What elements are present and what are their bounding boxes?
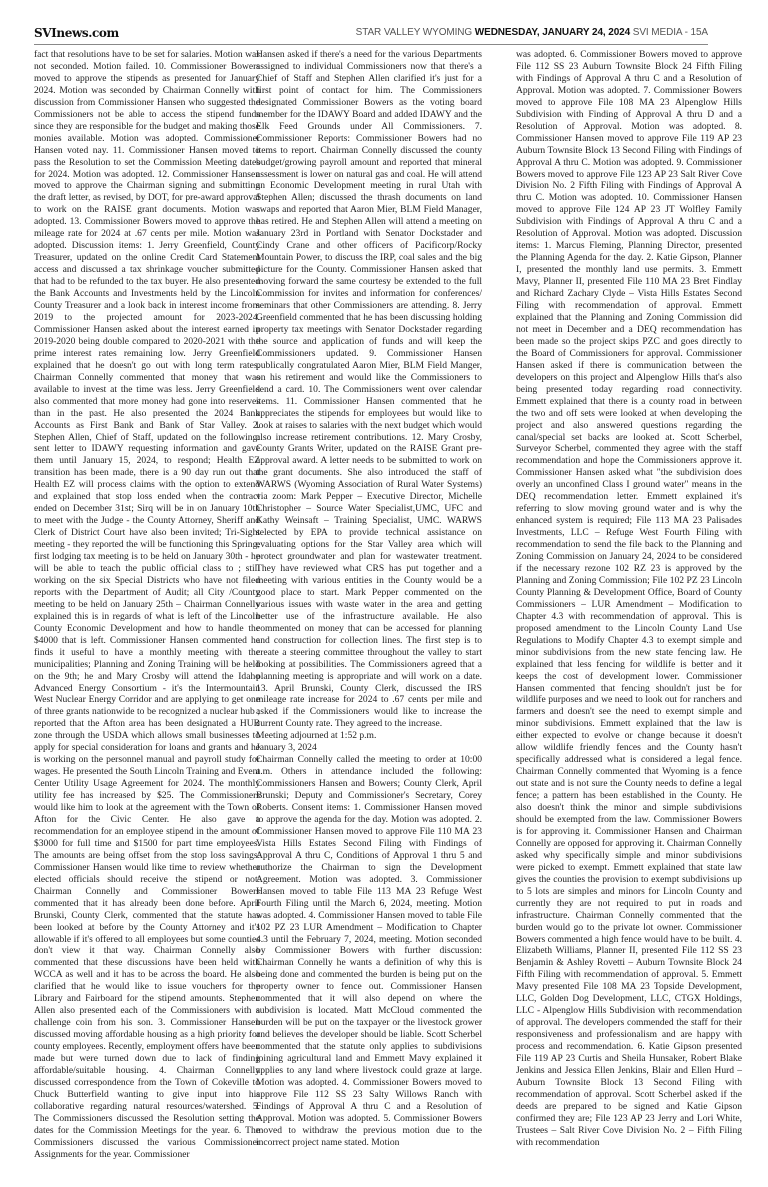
- paragraph: fact that resolutions have to be set for salaries. Motion was not seconded. Motion failed. 10. Commissioner Bowers moved to approve the stipends as presented for January 2024. Motion was seconded by Chairman Connelly with discussion from Commissioner Hansen who suggested the Commissioners not be able to access the stipend funds since they are responsible for the budget and making those monies available. Motion was adopted. Commissioner Hansen voted nay. 11. Commissioner Hansen moved to pass the Resolution to set the Commission Meeting dates for 2024. Motion was adopted. 12. Commissioner Hansen moved to approve the Chairman signing and submitting the draft letter, as revised, by DOT, for pre-award approval to work on the RAISE grant documents. Motion was adopted. 13. Commissioner Bowers moved to approve the mileage rate for 2024 at .67 cents per mile. Motion was adopted. Discussion items: 1. Jerry Greenfield, County Treasurer, updated on the online Credit Card Statement access and discussed a tax shrinkage voucher submitted that had to be refunded to the tax buyer. He also presented the Bank Accounts and Investments held by the Lincoln County Treasurer and a look back in interest income from 2019 to the projected amount for 2023-2024. Commissioner Hansen asked about the interest earned in 2019-2020 being double compared to 2020-2021 with the prime interest rates remaining low. Jerry Greenfield explained that he doesn't go out with long term rates. Chairman Connelly commented that money that was available to invest at the time was less. Jerry Greenfield also commented that more money had gone into reserves than in the past. He also presented the 2024 Bank Accounts as First Bank and Bank of Star Valley. 2. Stephen Allen, Chief of Staff, updated on the following: sent letter to IDAWY requesting information and gave them until January 15, 2024, to respond; Health EZ transition has been made, there is a 90 day run out that Health EZ will process claims with the option to extend and explained that stop loss ended when the contract ended on December 31st; Sirq will be in on January 10th to meet with the Judge - the County Attorney, Sheriff and Clerk of District Court have also been invited; Tri-Sight meeting - they reported the will be functioning this Spring; first lodging tax meeting is to be held on January 30th - he will be able to teach the public official class to ; still working on the six Special Districts who have not filed reports with the Department of Audit; all City /County meeting to be held on January 25th – Chairman Connelly explained this is in regards of what is left of the Lincoln County Economic Development and how to handle the $4000 that is left. Commissioner Hansen commented he finds it useful to have a monthly meeting with the municipalities; Planning and Zoning Training will be held on the 9th; he and Mary Crosby will attend the Idaho Advanced Energy Consortium - it's the Intermountain West Nuclear Energy Corridor and are applying to get one of three grants nationwide to be recognized a nuclear hub ; reported that the Afton area has been designated a HUB zone through the USDA which allows small businesses to apply for special consideration for loans and grants and he is working on the personnel manual and payroll study for wages. He presented the South Lincoln Training and Event Center Utility Usage Agreement for 2024. The monthly utility fee has increased by $25. The Commissioners would like him to look at the agreement with the Town of Afton for the Civic Center. He also gave a recommendation for an employee stipend in the amount of $3000 for full time and $1500 for part time employees. The amounts are being offset from the stop loss savings. Commissioner Hansen would like time to review whether elected officials should receive the stipend or not. Chairman Connelly and Commissioner Bowers commented that it has already been done before. April Brunski, County Clerk, commented that the statute has been looked at before by the County Attorney and it's allowable if it's offered to all employees but some counties don't view it that way. Chairman Connelly also commented that these discussions have been held with WCCA as well and it has to be across the board. He also clarified that he would like to issue vouchers for the Library and Fairboard for the stipend amounts. Stephen Allen also presented each of the Commissioners with a challenge coin from his son. 3. Commissioner Hansen discussed moving affordable housing as a high priority for county employees. Recently, employment offers have been made but were turned down due to lack of finding affordable/suitable housing. 4. Chairman Connelly discussed correspondence from the Town of Cokeville to Chuck Butterfield wanting to give input into his collaborative regarding natural resources/watershed. 5. The Commissioners discussed the Resolution setting the dates for the Commission Meetings for the year. 6. The Commissioners discussed the various Commissioner Assignments for the year. Commissioner: [34, 49, 260, 1159]
- column-2: [256, 49, 482, 1159]
- paragraph: was adopted. 6. Commissioner Bowers moved to approve File 112 SS 23 Auburn Townsite Block 24 Fifth Filing with Findings of Approval A thru C and a Resolution of Approval. Motion was adopted. 7. Commissioner Bowers moved to approve File 108 MA 23 Alpenglow Hills Subdivision with Finding of Approval A thru D and a Resolution of Approval. Motion was adopted. 8. Commissioner Hansen moved to approve File 119 AP 23 Auburn Townsite Block 13 Second Filing with Findings of Approval A thru C. Motion was adopted. 9. Commissioner Bowers moved to approve File 123 AP 23 Salt River Cove Division No. 2 Fifth Filing with Findings of Approval A thru C. Motion was adopted. 10. Commissioner Hansen moved to approve File 124 AP 23 JT Wolfley Family Subdivision with Findings of Approval A thru C and a Resolution of Approval. Motion was adopted. Discussion items: 1. Marcus Fleming, Planning Director, presented the Planning Agenda for the day. 2. Katie Gipson, Planner I, presented the monthly land use permits. 3. Emmett Mavy, Planner II, presented File 110 MA 23 Bret Findlay and Richard Zachary Clyde – Vista Hills Estates Second Filing with recommendation of approval. Emmett explained that the Planning and Zoning Commission did not meet in December and a DEQ recommendation has been made so the project skips PZC and goes directly to the Board of Commissioners for approval. Commissioner Hansen asked if there is communication between the developers on this project and Alpenglow Hills that's also being presented today regarding road connectivity. Emmett explained that there is a county road in between the two and off sets were looked at when developing the project and also answered questions regarding the canal/special set backs are looked at. Scott Scherbel, Surveyor Scherbel, commented they agree with the staff recommendation and hope the Commissioners approve it. Commissioner Hansen asked what "the subdivision does overly an unconfined Class I ground water" means in the DEQ recommendation letter. Emmett explained it's referring to slow moving ground water and is why the enhanced system is required; File 113 MA 23 Palisades Investments, LLC – Refuge West Fourth Filing with recommendation to send the file back to the Planning and Zoning Commission on January 24, 2024 to be considered if the necessary rezone 102 RZ 23 is approved by the Planning and Zoning Commission; File 102 PZ 23 Lincoln County Planning & Development Office, Board of County Commissioners – LUR Amendment – Modification to Chapter 4.3 with recommendation of approval. This is proposed amendment to the Lincoln County Land Use Regulations to Modify Chapter 4.3 to exempt simple and minor subdivisions from the new state fencing law. He explained that less fencing for wildlife is better and it keeps the cost of development lower. Commissioner Hansen commented that fencing shouldn't just be for wildlife purposes and we need to look out for ranchers and farmers and doesn't see the need to exempt simple and minor subdivisions. Emmett explained that the law is either expected to evolve or change because it doesn't allow wildlife friendly fences and the County hasn't specifically addressed what is considered a legal fence. Chairman Connelly commented that Wyoming is a fence out state and is not sure the County needs to define a legal fence; a pattern has been established in the County. He also doesn't think the minor and simple subdivisions should be exempted from the law. Commissioner Bowers is for approving it. Commissioner Hansen and Chairman Connelly are opposed for approving it. Chairman Connelly asked why specifically simple and minor subdivisions were picked to exempt. Emmett explained that state law gives the counties the provision to exempt subdivisions up to 5 lots are simples and minors for Lincoln County and currently they are not required to put in roads and infrastructure. Chairman Connelly commented that the burden would go to the private lot owner. Commissioner Bowers commented a high fence would have to be built. 4. Elizabeth Williams, Planner II, presented File 112 SS 23 Benjamin & Ashley Rovetti – Auburn Townsite Block 24 Fifth Filing with recommendation of approval. 5. Emmett Mavy presented File 108 MA 23 Topside Development, LLC, Golden Dog Development, LLC, CTGX Holdings, LLC - Alpenglow Hills Subdivision with recommendation of approval. The developers commended the staff for their responsiveness and professionalism and are happy with process and recommendation. 6. Katie Gipson presented File 119 AP 23 Curtis and Sheila Hunsaker, Robert Blake Jenkins and Jessica Ellen Jenkins, Blair and Ellen Hurd – Auburn Townsite Block 13 Second Filing with recommendation of approval. Scott Scherbel asked if the deeds are prepared to be signed and Katie Gipson confirmed they are; File 123 AP 23 Jerry and Lori White, Trustees – Salt River Cove Division No. 2 – Fifth Filing with recommendation: [516, 49, 742, 1148]
- column-3: [516, 49, 742, 1159]
- article-body: [34, 49, 742, 1159]
- paragraph: Hansen asked if there's a need for the various Departments assigned to individual Commissioners now that there's a Chief of Staff and Stephen Allen clarified it's just for a first point of contact for him. The Commissioners designated Commissioner Bowers as the voting board member for the IDAWY Board and added IDAWY and the Elk Feed Grounds under All Commissioners. 7. Commissioner Reports: Commissioner Bowers had no items to report. Chairman Connelly discussed the county budget/growing payroll amount and reported that mineral assessment is lower on natural gas and coal. He will attend an Economic Development meeting in rural Utah with Stephen Allen; discussed the thrash documents on land swaps and reported that Aaron Mier, BLM Field Manager, has retired. He and Stephen Allen will attend a meeting on January 23rd in Portland with Senator Dockstader and Cindy Crane and other officers of Pacificorp/Rocky Mountain Power, to discuss the IRP, coal sales and the big picture for the County. Commissioner Hansen asked that moving forward the same courtesy be extended to the full Commission for invites and information for conferences/ seminars that other Commissioners are attending. 8. Jerry Greenfield commented that he has been discussing holding property tax meetings with Senator Dockstader regarding the source and application of funds and will keep the Commissioners updated. 9. Commissioner Hansen publically congratulated Aaron Mier, BLM Field Manger, on his retirement and would like the Commissioners to send a card. 10. The Commissioners went over calendar items. 11. Commissioner Hansen commented that he appreciates the stipends for employees but would like to look at raises to salaries with the next budget which would also increase retirement contributions. 12. Mary Crosby, County Grants Writer, updated on the RAISE Grant pre-approval award. A letter needs to be submitted to work on the grant documents. She also introduced the staff of WARWS (Wyoming Association of Rural Water Systems) via zoom: Mark Pepper – Executive Director, Michelle Christopher – Source Water Specialist,UMC, UFC and Kathy Weinsaft – Training Specialist, UMC. WARWS selected by EPA to provide technical assistance on evaluating options for the Star Valley area which will protect groundwater and plan for wastewater treatment. They have reviewed what CRS has put together and a meeting with various entities in the County would be a good place to start. Mark Pepper commented on the various issues with waste water in the area and getting better use of the infrastructure available. He also commented on money that can be accessed for planning and construction for collection lines. The first step is to create a steering committee throughout the valley to start looking at possibilities. The Commissioners agreed that a planning meeting is appropriate and will work on a date. 13. April Brunski, County Clerk, discussed the IRS mileage rate increase for 2024 to .67 cents per mile and asked if the Commissioners would like to increase the current County rate. They agreed to the increase.: [256, 49, 482, 730]
- location: STAR VALLEY WYOMING: [355, 27, 473, 38]
- paragraph: Chairman Connelly called the meeting to order at 10:00 a.m. Others in attendance included the following: Commissioners Hansen and Bowers; County Clerk, April Brunski; Deputy and Commissioner's Secretary, Corey Roberts. Consent items: 1. Commissioner Hansen moved to approve the agenda for the day. Motion was adopted. 2. Commissioner Hansen moved to approve File 110 MA 23 Vista Hills Estates Second Filing with Findings of Approval A thru C, Conditions of Approval 1 thru 5 and authorize the Chairman to sign the Development Agreement. Motion was adopted. 3. Commissioner Hansen moved to table File 113 MA 23 Refuge West Fourth Filing until the March 6, 2024, meeting. Motion was adopted. 4. Commissioner Hansen moved to table File 102 PZ 23 LUR Amendment – Modification to Chapter 4.3 until the February 7, 2024, meeting. Motion seconded by Commissioner Bowers with further discussion: Chairman Connelly he wants a definition of why this is being done and commented the burden is being put on the property owner to fence out. Commissioner Hansen commented that it will also depend on where the subdivision is located. Matt McCloud commented the burden will be put on the taxpayer or the livestock grower and believes the developer should be liable. Scott Scherbel commented that the statute only applies to subdivisions joining agricultural land and Emmett Mavy explained it applies to any land where livestock could graze at large. Motion was adopted. 4. Commissioner Bowers moved to approve File 112 SS 23 Salty Willows Ranch with Findings of Approval A thru C and a Resolution of Approval. Motion was adopted. 5. Commissioner Bowers moved to withdraw the previous motion due to the incorrect project name stated. Motion: [256, 754, 482, 1148]
- issue-date: WEDNESDAY, JANUARY 24, 2024: [474, 27, 631, 38]
- adjourn-line: Meeting adjourned at 1:52 p.m.: [256, 730, 377, 742]
- page-header: [34, 26, 708, 45]
- column-1: [34, 49, 260, 1159]
- meeting-date: January 3, 2024: [256, 742, 317, 754]
- section-page: SVI MEDIA - 15A: [632, 27, 708, 38]
- dateline: [356, 27, 708, 38]
- site-name: SVInews.com: [34, 26, 119, 40]
